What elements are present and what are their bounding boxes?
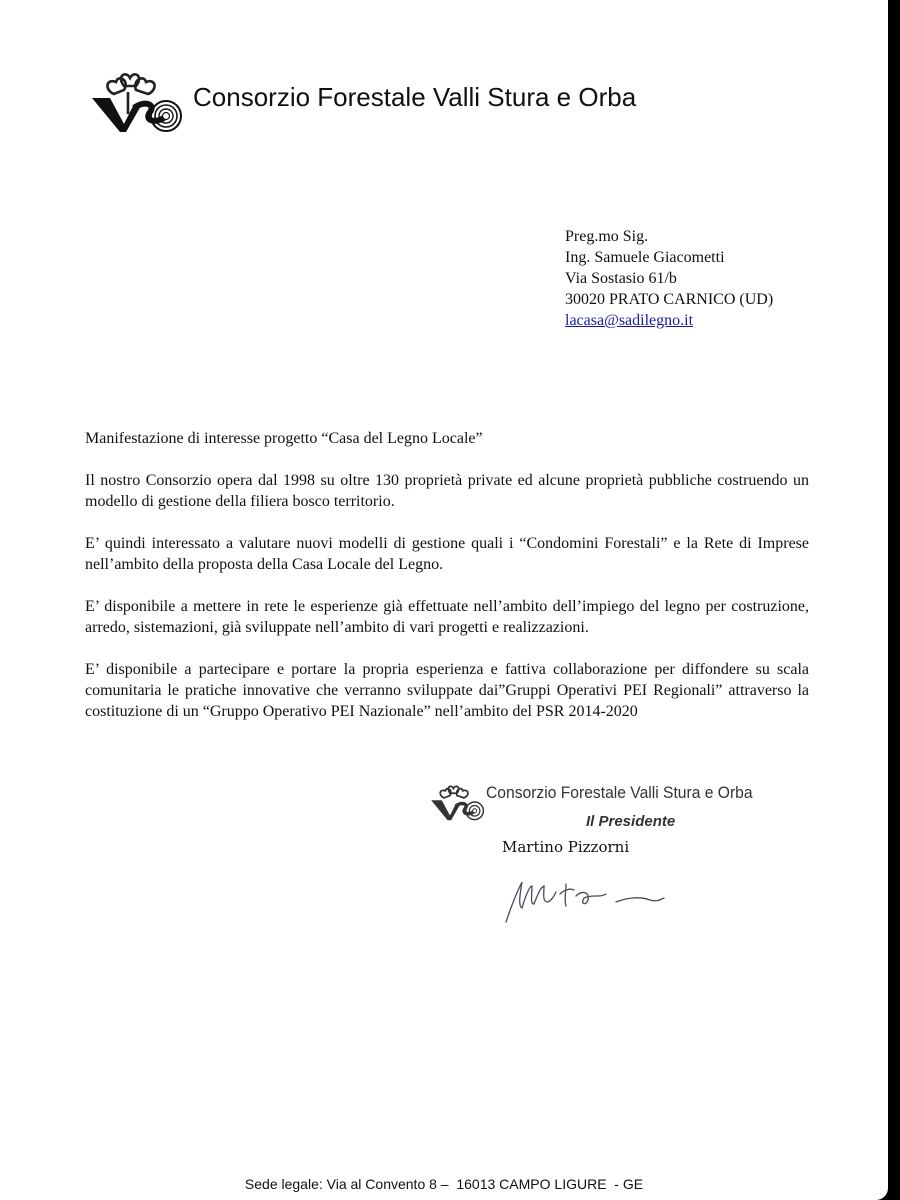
letter-paragraph: Il nostro Consorzio opera dal 1998 su oltre 130 proprietà private ed alcune proprietà pubbliche costruendo un modello di gestione della filiera bosco territorio.	[85, 472, 809, 510]
letter-paragraph: E’ disponibile a partecipare e portare la propria esperienza e fattiva collaborazione per diffondere su scala comunitaria le pratiche innovative che verranno sviluppate dai”Gruppi Operativi PEI Regionali” attraverso la costituzione di un “Gruppo Operativo PEI Nazionale” nell’ambito del PSR 2014-2020	[85, 661, 809, 720]
recipient-address-block	[565, 226, 773, 331]
footer-address: Sede legale: Via al Convento 8 – 16013 CAMPO LIGURE - GE	[244, 1176, 644, 1192]
letter-subject: Manifestazione di interesse progetto “Casa del Legno Locale”	[85, 430, 483, 447]
recipient-salutation: Preg.mo Sig.	[565, 228, 649, 245]
clover-tree-rings-logo-icon	[90, 68, 182, 134]
stamp-organization-name: Consorzio Forestale Valli Stura e Orba	[486, 783, 753, 802]
organization-stamp	[430, 775, 790, 835]
stamp-title: Il Presidente	[586, 813, 676, 830]
recipient-street: Via Sostasio 61/b	[565, 270, 677, 287]
signer-name: Martino Pizzorni	[502, 838, 630, 856]
recipient-city: 30020 PRATO CARNICO (UD)	[565, 291, 774, 308]
recipient-email-link[interactable]: lacasa@sadilegno.it	[565, 312, 694, 329]
letter-paragraph: E’ quindi interessato a valutare nuovi modelli di gestione quali i “Condomini Forestali” e la Rete di Imprese nell’ambito della proposta della Casa Locale del Legno.	[85, 535, 809, 573]
letter-paragraph: E’ disponibile a mettere in rete le esperienze già effettuate nell’ambito dell’impiego del legno per costruzione, arredo, sistemazioni, già sviluppate nell’ambito di vari progetti e realizzazioni.	[85, 598, 809, 636]
organization-name: Consorzio Forestale Valli Stura e Orba	[193, 82, 637, 112]
recipient-name: Ing. Samuele Giacometti	[565, 249, 725, 266]
letter-body	[85, 428, 809, 743]
letterhead	[90, 68, 790, 138]
stamp-logo-icon	[430, 775, 484, 829]
handwritten-signature	[500, 872, 670, 928]
